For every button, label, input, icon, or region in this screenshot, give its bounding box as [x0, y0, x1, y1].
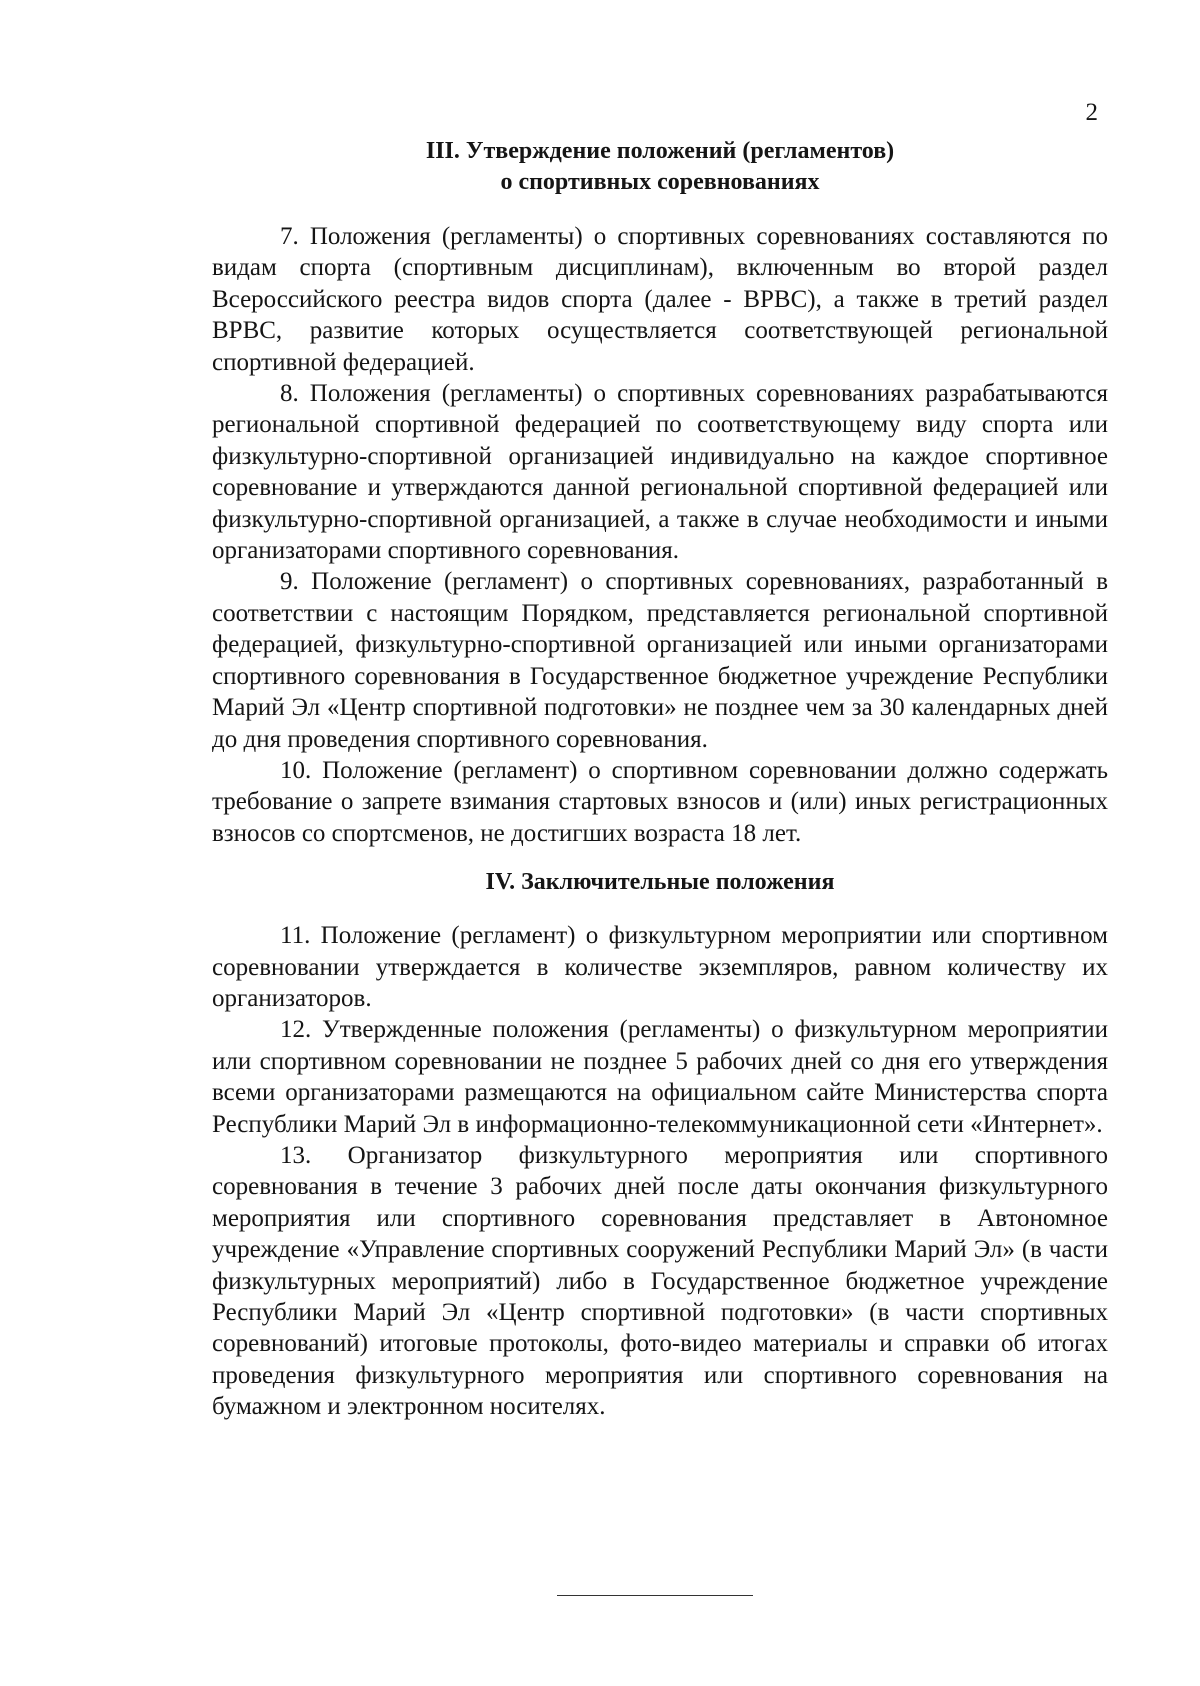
section-3-title-line-1: III. Утверждение положений (регламентов) — [425, 138, 895, 164]
page-number: 2 — [1085, 99, 1098, 126]
paragraph-8: 8. Положения (регламенты) о спортивных соревнованиях разрабатываются региональной спортивной федерацией по соответствующему виду спорта или физкультурно-спортивной организацией индивидуально на каждое спортивное соревнование и утверждаются данной региональной спортивной федерацией или физкультурно-спортивной организацией, а также в случае необходимости и иными организаторами спортивного соревнования. — [212, 380, 1108, 565]
paragraph-11: 11. Положение (регламент) о физкультурном мероприятии или спортивном соревновании утверждается в количестве экземпляров, равном количеству их организаторов. — [212, 922, 1108, 1012]
section-4-title: IV. Заключительные положения — [485, 869, 835, 896]
paragraph-9: 9. Положение (регламент) о спортивных соревнованиях, разработанный в соответствии с настоящим Порядком, представляется региональной спортивной федерацией, физкультурно-спортивной организацией или иными организаторами спортивного соревнования в Государственное бюджетное учреждение Республики Марий Эл «Центр спортивной подготовки» не позднее чем за 30 календарных дней до дня проведения спортивного соревнования. — [212, 568, 1108, 753]
section-3-title-line-2: о спортивных соревнованиях — [500, 169, 820, 195]
section-4-heading — [212, 867, 1108, 898]
paragraph-12: 12. Утвержденные положения (регламенты) о физкультурном мероприятии или спортивном соревновании не позднее 5 рабочих дней со дня его утверждения всеми организаторами размещаются на официальном сайте Министерства спорта Республики Марий Эл в информационно-телекоммуникационной сети «Интернет». — [212, 1016, 1108, 1138]
paragraph-10: 10. Положение (регламент) о спортивном соревновании должно содержать требование о запрете взимания стартовых взносов и (или) иных регистрационных взносов со спортсменов, не достигших возраста 18 лет. — [212, 756, 1108, 847]
paragraph-7: 7. Положения (регламенты) о спортивных соревнованиях составляются по видам спорта (спортивным дисциплинам), включенным во второй раздел Всероссийского реестра видов спорта (далее - ВРВС), а также в третий раздел ВРВС, развитие которых осуществляется соответствующей региональной спортивной федерацией. — [212, 223, 1108, 376]
document-body — [212, 136, 1108, 1423]
end-of-document-rule — [557, 1595, 753, 1596]
paragraph-13: 13. Организатор физкультурного мероприятия или спортивного соревнования в течение 3 рабочих дней после даты окончания физкультурного мероприятия или спортивного соревнования представляет в Автономное учреждение «Управление спортивных сооружений Республики Марий Эл» (в части физкультурных мероприятий) либо в Государственное бюджетное учреждение Республики Марий Эл «Центр спортивной подготовки» (в части спортивных соревнований) итоговые протоколы, фото-видео материалы и справки об итогах проведения физкультурного мероприятия или спортивного соревнования на бумажном и электронном носителях. — [212, 1141, 1108, 1421]
section-3-heading — [212, 136, 1108, 198]
